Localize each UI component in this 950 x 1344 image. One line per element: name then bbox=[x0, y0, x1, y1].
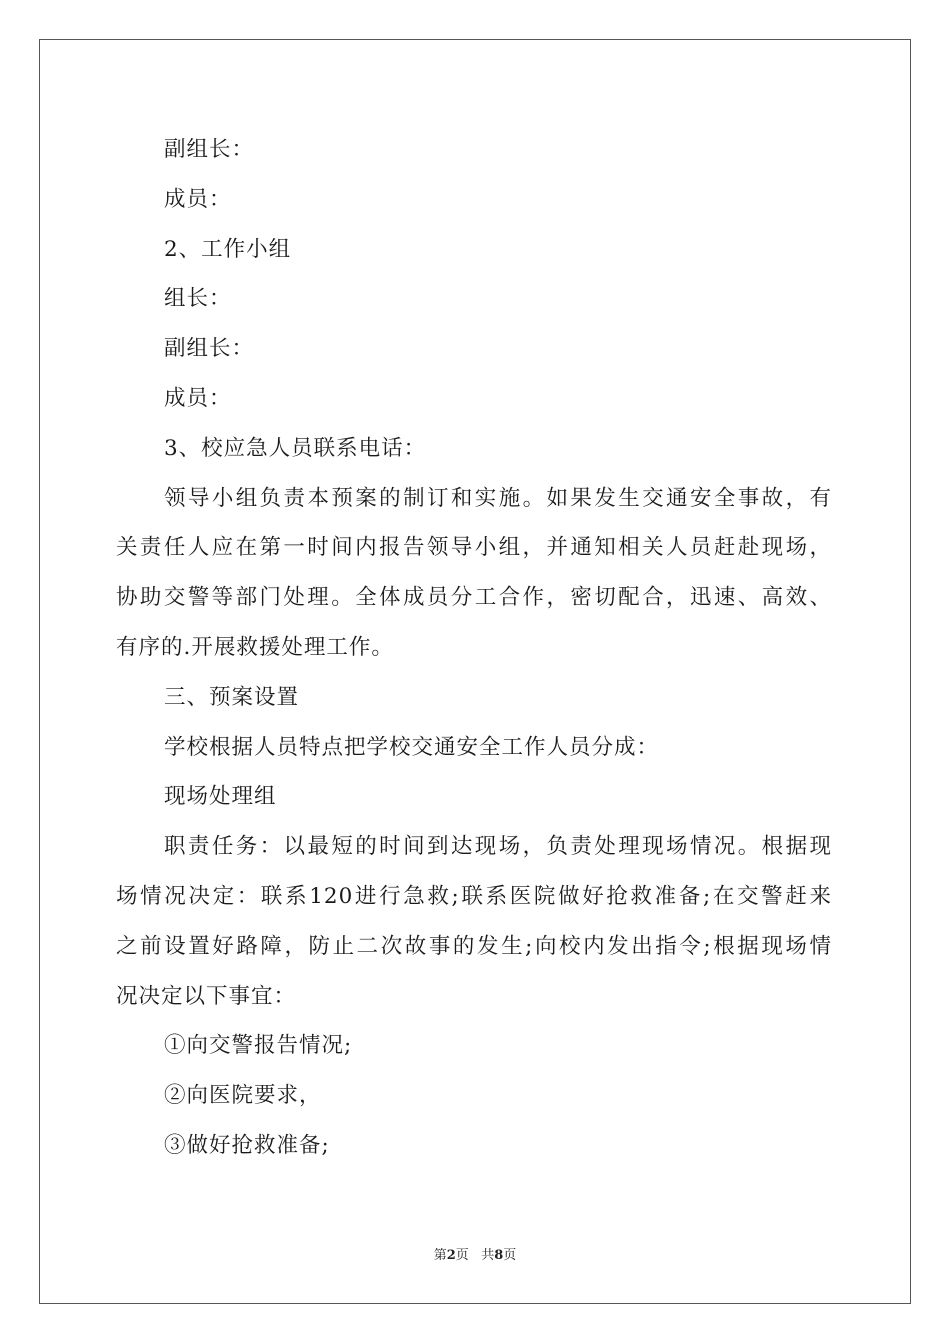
text-line: 3、校应急人员联系电话： bbox=[164, 435, 427, 461]
text-line: 副组长： bbox=[164, 137, 255, 162]
text-line: ①向交警报告情况; bbox=[164, 1033, 353, 1059]
text-line: 场情况决定：联系120进行急救;联系医院做好抢救准备;在交警赶来 bbox=[116, 883, 832, 909]
footer-total-prefix: 共 bbox=[481, 1248, 495, 1263]
text-line: 三、预案设置 bbox=[164, 684, 300, 710]
footer-page-number: 2 bbox=[446, 1248, 456, 1263]
text-line: ②向医院要求， bbox=[164, 1083, 322, 1109]
text-line: 之前设置好路障，防止二次故事的发生;向校内发出指令;根据现场情 bbox=[116, 933, 832, 959]
text-line: 组长： bbox=[164, 286, 232, 312]
text-line: 成员： bbox=[164, 186, 232, 212]
text-line: 有序的.开展救援处理工作。 bbox=[116, 634, 394, 660]
footer-page-prefix: 第 bbox=[433, 1248, 447, 1263]
text-line: 职责任务：以最短的时间到达现场，负责处理现场情况。根据现 bbox=[164, 834, 832, 860]
footer-page-suffix: 页 bbox=[455, 1248, 469, 1263]
text-line: ③做好抢救准备; bbox=[164, 1132, 330, 1158]
document-body bbox=[116, 125, 832, 1171]
footer-total-suffix: 页 bbox=[503, 1248, 517, 1263]
text-line: 成员： bbox=[164, 385, 232, 411]
text-line: 现场处理组 bbox=[164, 784, 277, 810]
page-footer bbox=[0, 1246, 950, 1266]
text-line: 况决定以下事宜： bbox=[116, 983, 297, 1009]
text-line: 关责任人应在第一时间内报告领导小组，并通知相关人员赶赴现场， bbox=[116, 535, 832, 561]
text-line: 协助交警等部门处理。全体成员分工合作，密切配合，迅速、高效、 bbox=[116, 585, 832, 611]
text-line: 副组长： bbox=[164, 336, 255, 362]
footer-total-pages: 8 bbox=[494, 1248, 504, 1263]
text-line: 领导小组负责本预案的制订和实施。如果发生交通安全事故，有 bbox=[164, 485, 832, 511]
text-line: 学校根据人员特点把学校交通安全工作人员分成： bbox=[164, 734, 660, 760]
text-line: 2、工作小组 bbox=[164, 236, 292, 262]
